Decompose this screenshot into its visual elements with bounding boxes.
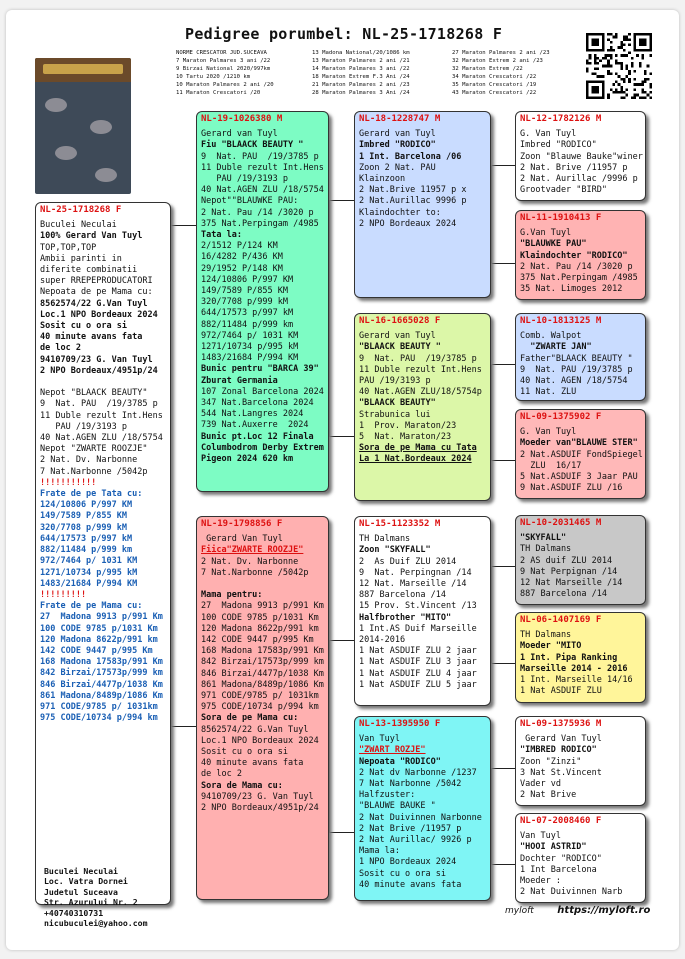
- card-line: Bunic pentru "BARCA 39": [201, 364, 319, 375]
- card-line: 9410709/23 G. Van Tuyl: [201, 791, 314, 802]
- ring-number: NL-19-1798856 F: [201, 519, 283, 529]
- card-line: Comb. Walpot: [520, 331, 582, 342]
- card-line: Nepot "BLAACK BEAUTY": [40, 388, 148, 399]
- ring-number: NL-07-2008460 F: [520, 816, 602, 826]
- card-line: "BLAACK BEAUTY": [359, 398, 436, 409]
- card-line: Zoon 2 Nat. PAU: [359, 162, 436, 173]
- ring-number: NL-15-1123352 M: [359, 519, 441, 529]
- card-line: 15 Prov. St.Vincent /13: [359, 601, 477, 612]
- stat-entry: 10 Tartu 2020 /1210 km: [176, 74, 251, 81]
- card-line: "SKYFALL": [520, 533, 567, 544]
- card-line: Nepoata de pe Mama cu:: [40, 287, 153, 298]
- ring-number: NL-10-1813125 M: [520, 316, 602, 326]
- card-line: 861 Madona/8489p/1086 Km: [201, 679, 324, 690]
- stat-entry: 27 Maraton Palmares 2 ani /23: [452, 50, 550, 56]
- card-line: Imbred "RODICO": [520, 140, 597, 151]
- card-line: 887 Barcelona /14: [520, 589, 607, 600]
- card-line: 3 Nat St.Vincent: [520, 767, 602, 778]
- card-line: Fiica"ZWARTE ROOZJE": [201, 545, 304, 556]
- stat-entry: 18 Maraton Extrem F.3 Ani /24: [312, 74, 410, 81]
- card-line: Sora de pe Mama cu:: [201, 713, 299, 724]
- dam-card[interactable]: [196, 516, 329, 900]
- card-line: Frate de pe Mama cu:: [40, 601, 143, 612]
- great-grandparent-card[interactable]: [515, 716, 646, 806]
- card-line: ZLU 16/17: [520, 460, 582, 471]
- card-line: 40 minute avans fata: [40, 332, 143, 343]
- stat-entry: 14 Maraton Palmares 3 ani /22: [312, 66, 410, 73]
- loft-photo: [35, 58, 131, 194]
- card-line: 124/10806 P/997 KM: [40, 500, 133, 511]
- connector: [491, 460, 515, 461]
- card-line: 544 Nat.Langres 2024: [201, 409, 304, 420]
- card-line: [201, 579, 324, 590]
- card-line: 2 Nat Aurillac/ 9926 p: [359, 835, 472, 846]
- card-line: TH Dalmans: [359, 534, 411, 545]
- card-line: Mama la:: [359, 846, 400, 857]
- card-line: 11 Nat. ZLU: [520, 387, 577, 398]
- card-line: La 1 Nat.Bordeaux 2024: [359, 454, 472, 465]
- card-line: 142 CODE 9447 p/995 Km: [40, 645, 153, 656]
- card-line: 120 Madona 8622p/991 km: [40, 634, 158, 645]
- qr-code: [586, 33, 652, 99]
- card-line: Moeder van"BLAUWE STER": [520, 438, 638, 449]
- card-line: Nepoata "RODICO": [359, 756, 441, 767]
- connector: [329, 436, 354, 437]
- card-line: 40 Nat.AGEN ZLU/18/5754p: [359, 387, 482, 398]
- card-line: 2 NPO Bordeaux/4951p/24: [201, 803, 319, 814]
- card-line: de loc 2: [40, 343, 81, 354]
- owner-line: Str. Azurului Nr. 2: [44, 897, 138, 908]
- connector: [491, 263, 515, 264]
- card-line: [40, 377, 166, 388]
- card-line: 9 Nat. PAU /19/3785 p: [201, 151, 319, 162]
- card-line: !!!!!!!!!!!: [40, 477, 97, 488]
- connector: [491, 864, 515, 865]
- card-line: 5 Nat. Maraton/23: [359, 432, 452, 443]
- great-grandparent-card[interactable]: [515, 409, 646, 499]
- card-line: 972/7464 p/ 1031 KM: [40, 556, 138, 567]
- card-line: 1 Int. Pipa Ranking: [520, 652, 618, 663]
- connector: [329, 640, 354, 641]
- card-line: 2 Nat dv Narbonne /1237: [359, 767, 477, 778]
- card-line: 2 Nat. Pau /14 /3020 p: [201, 207, 314, 218]
- ring-number: NL-06-1407169 F: [520, 615, 602, 625]
- stat-entry: 32 Maraton Extrem 2 ani /23: [452, 58, 543, 65]
- connector: [491, 566, 515, 567]
- stat-entry: 13 Maraton Palmares 2 ani /21: [312, 58, 410, 65]
- connector: [329, 200, 330, 436]
- card-line: 35 Nat. Limoges 2012: [520, 284, 623, 295]
- card-line: Gerard van Tuyl: [359, 331, 436, 342]
- card-line: 2 NPO Bordeaux 2024: [359, 218, 457, 229]
- card-line: 107 Zonal Barcelona 2024: [201, 386, 324, 397]
- card-line: 168 Madona 17583p/991 Km: [201, 646, 324, 657]
- grandparent-card[interactable]: [354, 313, 491, 501]
- card-line: 9410709/23 G. Van Tuyl: [40, 354, 153, 365]
- card-line: 644/17573 p/997 kM: [201, 308, 294, 319]
- card-line: 142 CODE 9447 p/995 Km: [201, 635, 314, 646]
- card-line: 2 Nat Brive: [520, 790, 577, 801]
- card-line: Gerard Van Tuyl: [201, 534, 283, 545]
- ring-number: NL-16-1665028 F: [359, 316, 441, 326]
- grandparent-card[interactable]: [354, 111, 491, 298]
- great-grandparent-card[interactable]: [515, 813, 646, 903]
- card-line: 2 Nat. Pau /14 /3020 p: [520, 261, 633, 272]
- card-line: Dochter "RODICO": [520, 853, 602, 864]
- card-line: Zoon "Blauwe Bauke"winer: [520, 151, 643, 162]
- stat-entry: 35 Maraton Crescatori /19: [452, 82, 537, 89]
- card-line: 739 Nat.Auxerre 2024: [201, 420, 309, 431]
- card-line: 1 Nat ASDUIF ZLU 4 jaar: [359, 668, 477, 679]
- card-line: 1483/21684 P/994 KM: [201, 353, 299, 364]
- connector: [491, 768, 515, 769]
- card-line: Gerard Van Tuyl: [520, 734, 602, 745]
- card-line: 842 Birzai/17573p/999 km: [201, 657, 324, 668]
- connector: [329, 640, 330, 832]
- stat-entry: 32 Maraton Extrem /22: [452, 66, 523, 73]
- card-line: 9 Nat. Perpingnan /14: [359, 567, 472, 578]
- card-line: Imbred "RODICO": [359, 140, 436, 151]
- card-line: Halfzuster:: [359, 790, 416, 801]
- great-grandparent-card[interactable]: [515, 612, 646, 703]
- owner-line: Buculei Neculai: [44, 866, 118, 876]
- card-line: 887 Barcelona /14: [359, 590, 446, 601]
- card-line: 2/1512 P/124 KM: [201, 241, 278, 252]
- card-line: 2 NPO Bordeaux/4951p/24: [40, 365, 158, 376]
- card-line: 2 Nat. Dv. Narbonne: [40, 455, 138, 466]
- card-line: 9 Nat. PAU /19/3785 p: [520, 364, 633, 375]
- card-line: 861 Madona/8489p/1086 Km: [40, 690, 163, 701]
- card-line: 1 Prov. Maraton/23: [359, 420, 457, 431]
- card-line: "ZWART ROZJE": [359, 745, 426, 756]
- card-line: 2 Nat. Aurillac /9996 p: [520, 174, 638, 185]
- card-line: 975 CODE/10734 p/994 km: [40, 713, 158, 724]
- card-line: Columbodrom Derby Extrem: [201, 442, 324, 453]
- card-line: 1483/21684 P/994 KM: [40, 578, 138, 589]
- stat-entry: 28 Maraton Palmares 3 Ani /24: [312, 90, 410, 97]
- ring-number: NL-25-1718268 F: [40, 205, 122, 215]
- card-line: 2 AS duif ZLU 2014: [520, 555, 613, 566]
- ring-number: NL-13-1395950 F: [359, 719, 441, 729]
- card-line: 40 minute avans fata: [201, 758, 304, 769]
- card-line: Grootvader "BIRD": [520, 185, 607, 196]
- connector: [491, 364, 515, 365]
- card-line: Loc.1 NPO Bordeaux 2024: [201, 735, 319, 746]
- card-line: 1271/10734 p/995 kM: [201, 342, 299, 353]
- card-line: Halfbrother "MITO": [359, 612, 452, 623]
- card-line: Klaindochter to:: [359, 207, 441, 218]
- card-line: Nepot""BLAUWKE PAU:: [201, 196, 299, 207]
- card-line: 1 Int. Marseille 14/16: [520, 675, 633, 686]
- owner-line: +40740310731: [44, 907, 104, 918]
- card-line: de loc 2: [201, 769, 242, 780]
- card-line: Van Tuyl: [520, 831, 561, 842]
- card-line: 2 Nat. Brive /11957 p: [520, 162, 628, 173]
- stat-entry: 34 Maraton Crescatori /22: [452, 74, 537, 81]
- card-line: 1 NPO Bordeaux 2024: [359, 857, 457, 868]
- card-line: 882/11484 p/999 km: [40, 545, 133, 556]
- ring-number: NL-11-1910413 F: [520, 213, 602, 223]
- footer-url[interactable]: https://myloft.ro: [557, 905, 651, 916]
- card-line: 846 Birzai/4477p/1038 Km: [40, 679, 163, 690]
- owner-line: Judetul Suceava: [44, 886, 118, 897]
- card-line: G. Van Tuyl: [520, 427, 577, 438]
- card-line: super RREPEPRODUCATORI: [40, 276, 153, 287]
- card-line: Strabunica lui: [359, 409, 431, 420]
- card-line: 149/7589 P/855 KM: [40, 511, 127, 522]
- card-line: 2 As Duif ZLU 2014: [359, 556, 457, 567]
- great-grandparent-card[interactable]: [515, 111, 646, 201]
- card-line: 1 Int. Barcelona /06: [359, 151, 462, 162]
- card-line: 971 CODE/9785 p/ 1031km: [201, 691, 319, 702]
- card-line: 347 Nat.Barcelona 2024: [201, 398, 314, 409]
- card-line: 27 Madona 9913 p/991 Km: [201, 601, 324, 612]
- card-line: G. Van Tuyl: [520, 129, 577, 140]
- card-line: Tata la:: [201, 230, 242, 241]
- card-line: 11 Duble rezult Int.Hens: [201, 162, 324, 173]
- card-line: 2 Nat Brive /11957 p: [359, 823, 462, 834]
- card-line: 40 Nat.AGEN ZLU /18/5754: [201, 185, 324, 196]
- great-grandparent-card[interactable]: [515, 515, 646, 605]
- card-line: Zburat Germania: [201, 375, 278, 386]
- card-line: 9 Nat.ASDUIF ZLU /16: [520, 483, 623, 494]
- card-line: 40 minute avans fata: [359, 879, 462, 890]
- card-line: 7 Nat.Narbonne /5042p: [201, 567, 309, 578]
- stats-table: [176, 49, 581, 98]
- card-line: G.Van Tuyl: [520, 228, 572, 239]
- stat-entry: 7 Maraton Palmares 3 ani /22: [176, 58, 271, 65]
- card-line: Buculei Neculai: [40, 220, 117, 231]
- card-line: 846 Birzai/4477p/1038 Km: [201, 668, 324, 679]
- owner-line: nicubuculei@yahoo.com: [44, 918, 148, 929]
- card-line: Moeder :: [520, 876, 561, 887]
- card-line: Mama pentru:: [201, 590, 263, 601]
- card-line: Loc.1 NPO Bordeaux 2024: [40, 309, 158, 320]
- connector: [491, 165, 515, 166]
- owner-line: Loc. Vatra Dornei: [44, 876, 128, 887]
- great-grandparent-card[interactable]: [515, 313, 646, 401]
- card-line: 2014-2016: [359, 635, 406, 646]
- card-line: "ZWARTE JAN": [520, 342, 592, 353]
- card-line: !!!!!!!!!: [40, 589, 87, 600]
- connector: [491, 165, 492, 263]
- card-line: 8562574/22 G.Van Tuyl: [201, 724, 309, 735]
- stat-entry: 9 Birzai National 2020/997km: [176, 66, 271, 73]
- card-line: 120 Madona 8622p/991 km: [201, 623, 319, 634]
- card-line: 100 CODE 9785 p/1031 Km: [40, 623, 158, 634]
- card-line: 1 Nat ASDUIF ZLU 3 jaar: [359, 657, 477, 668]
- card-line: 971 CODE/9785 p/ 1031km: [40, 701, 158, 712]
- stat-entry: 11 Maraton Crescatori /20: [176, 90, 261, 97]
- stat-entry: 43 Maraton Crescatori /22: [452, 90, 537, 97]
- card-line: 168 Madona 17583p/991 Km: [40, 657, 163, 668]
- sire-card[interactable]: [196, 111, 329, 492]
- card-line: 9 Nat Perpignan /14: [520, 566, 618, 577]
- card-line: "BLAUWKE PAU": [520, 239, 587, 250]
- ring-number: NL-19-1026380 M: [201, 114, 283, 124]
- grandparent-card[interactable]: [354, 716, 491, 901]
- card-line: Van Tuyl: [359, 734, 400, 745]
- card-line: 1 Int Barcelona: [520, 864, 597, 875]
- card-line: 27 Madona 9913 p/991 Km: [40, 612, 163, 623]
- card-line: Nepot "ZWARTE ROOZJE": [40, 444, 148, 455]
- card-line: Moeder "MITO: [520, 641, 582, 652]
- card-line: TOP,TOP,TOP: [40, 242, 97, 253]
- card-line: 1271/10734 p/995 kM: [40, 567, 138, 578]
- card-line: 882/11484 p/999 km: [201, 319, 294, 330]
- subject-card[interactable]: [35, 202, 171, 908]
- ring-number: NL-09-1375902 F: [520, 412, 602, 422]
- card-line: 2 Nat.Aurillac 9996 p: [359, 196, 467, 207]
- card-line: 12 Nat Marseille /14: [520, 578, 623, 589]
- card-line: Father"BLAACK BEAUTY ": [520, 353, 633, 364]
- card-line: Sora de Mama cu:: [201, 780, 283, 791]
- connector: [491, 364, 492, 460]
- card-line: 2 Nat.Brive 11957 p x: [359, 185, 467, 196]
- card-line: Pigeon 2024 620 km: [201, 454, 294, 465]
- card-line: 100% Gerard Van Tuyl: [40, 231, 143, 242]
- card-line: 11 Duble rezult Int.Hens: [40, 410, 163, 421]
- card-line: Fiu "BLAACK BEAUTY ": [201, 140, 304, 151]
- connector: [329, 832, 354, 833]
- great-grandparent-card[interactable]: [515, 210, 646, 300]
- card-line: Zoon "SKYFALL": [359, 545, 431, 556]
- card-line: Sosit cu o ora si: [40, 321, 127, 332]
- card-line: 1 Nat ASDUIF ZLU: [520, 686, 602, 697]
- card-line: 2 Nat Duivinnen Narbonne: [359, 812, 482, 823]
- card-line: Marseille 2014 - 2016: [520, 663, 628, 674]
- connector: [491, 566, 492, 663]
- stat-entry: 21 Maraton Palmares 2 ani /23: [312, 82, 410, 89]
- ring-number: NL-18-1228747 M: [359, 114, 441, 124]
- card-line: PAU /19/3193 p: [40, 421, 127, 432]
- card-line: 7 Nat.Narbonne /5042p: [40, 466, 148, 477]
- card-line: 100 CODE 9785 p/1031 Km: [201, 612, 319, 623]
- stat-entry: 10 Maraton Palmares 2 ani /20: [176, 82, 274, 89]
- card-line: 1 Nat ASDUIF ZLU 5 jaar: [359, 679, 477, 690]
- card-line: 320/7708 p/999 kM: [201, 297, 288, 308]
- connector: [329, 200, 354, 201]
- ring-number: NL-09-1375936 M: [520, 719, 602, 729]
- card-line: 9 Nat. PAU /19/3785 p: [40, 399, 158, 410]
- connector: [170, 225, 196, 226]
- card-line: "HOOI ASTRID": [520, 842, 587, 853]
- card-line: "BLAUWE BAUKE ": [359, 801, 436, 812]
- ring-number: NL-10-2031465 M: [520, 518, 602, 528]
- card-line: 2 Nat. Dv. Narbonne: [201, 556, 299, 567]
- card-line: "IMBRED RODICO": [520, 745, 597, 756]
- ring-number: NL-12-1782126 M: [520, 114, 602, 124]
- card-line: 16/4282 P/436 KM: [201, 252, 283, 263]
- card-line: 975 CODE/10734 p/994 km: [201, 702, 319, 713]
- card-line: diferite combinatii: [40, 265, 138, 276]
- card-line: 842 Birzai/17573p/999 km: [40, 668, 163, 679]
- connector: [491, 768, 492, 864]
- card-line: 40 Nat. AGEN /18/5754: [520, 376, 628, 387]
- card-line: 124/10806 P/997 KM: [201, 274, 294, 285]
- card-line: Klaindochter "RODICO": [520, 250, 628, 261]
- card-line: 1 Nat ASDUIF ZLU 2 jaar: [359, 646, 477, 657]
- card-line: 9 Nat. PAU /19/3785 p: [359, 353, 477, 364]
- card-line: 12 Nat. Marseille /14: [359, 579, 467, 590]
- card-line: 149/7589 P/855 KM: [201, 286, 288, 297]
- card-line: 972/7464 p/ 1031 KM: [201, 330, 299, 341]
- card-line: 29/1952 P/148 KM: [201, 263, 283, 274]
- grandparent-card[interactable]: [354, 516, 491, 706]
- card-line: Zoon "Zinzi": [520, 756, 582, 767]
- card-line: 2 Nat.ASDUIF FondSpiegel: [520, 449, 643, 460]
- card-line: Klainzoon: [359, 174, 406, 185]
- card-line: TH Dalmans: [520, 544, 572, 555]
- stat-entry: 13 Madona National/20/1086 km: [312, 50, 410, 56]
- stat-entry: NORME CRESCATOR JUD.SUCEAVA: [176, 50, 267, 56]
- card-line: TH Dalmans: [520, 630, 572, 641]
- card-line: Ambii parinti in: [40, 253, 122, 264]
- card-line: 375 Nat.Perpingam /4985: [201, 218, 319, 229]
- card-line: Sosit cu o ora si: [359, 868, 446, 879]
- card-line: 7 Nat Narbonne /5042: [359, 779, 462, 790]
- card-line: 40 Nat.AGEN ZLU /18/5754: [40, 433, 163, 444]
- card-line: PAU /19/3193 p: [359, 376, 431, 387]
- card-line: Gerard van Tuyl: [201, 129, 278, 140]
- card-line: 375 Nat.Perpingam /4985: [520, 273, 638, 284]
- card-line: 644/17573 p/997 kM: [40, 533, 133, 544]
- card-line: Sosit cu o ora si: [201, 747, 288, 758]
- card-line: Bunic pt.Loc 12 Finala: [201, 431, 314, 442]
- myloft-logo: myloft: [505, 906, 534, 916]
- card-line: 2 Nat Duivinnen Narb: [520, 887, 623, 898]
- card-line: 8562574/22 G.Van Tuyl: [40, 298, 148, 309]
- owner-info: [44, 866, 148, 928]
- card-line: PAU /19/3193 p: [201, 174, 288, 185]
- connector: [170, 726, 196, 727]
- card-line: 320/7708 p/999 kM: [40, 522, 127, 533]
- footer: [505, 905, 650, 916]
- card-line: Sora de pe Mama cu Tata: [359, 443, 477, 454]
- card-line: Gerard van Tuyl: [359, 129, 436, 140]
- page-title: Pedigree porumbel: NL-25-1718268 F: [185, 25, 503, 43]
- card-line: "BLAACK BEAUTY ": [359, 342, 441, 353]
- card-line: 11 Duble rezult Int.Hens: [359, 364, 482, 375]
- connector: [491, 663, 515, 664]
- card-line: 1 Int.AS Duif Marseille: [359, 623, 477, 634]
- card-line: Vader vd: [520, 779, 561, 790]
- card-line: 5 Nat.ASDUIF 3 Jaar PAU: [520, 472, 638, 483]
- card-line: Frate de pe Tata cu:: [40, 489, 143, 500]
